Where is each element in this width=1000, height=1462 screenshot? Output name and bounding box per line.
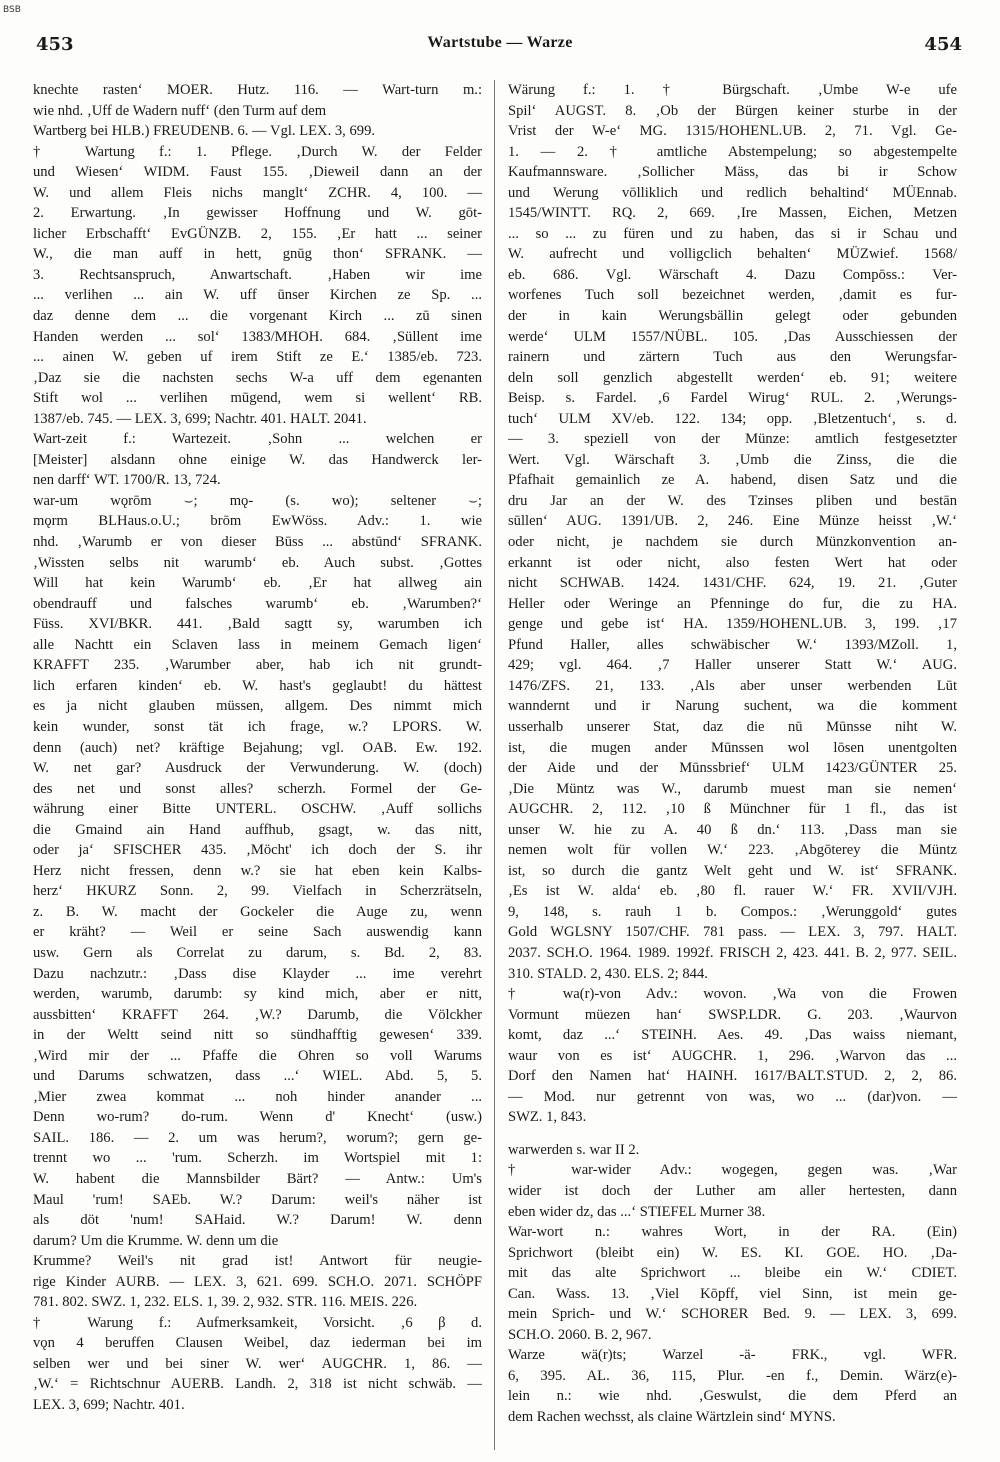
- text-line: 1545/WINTT. RQ. 2, 669. ‚Ire Massen, Eichen, Metzen: [508, 205, 957, 222]
- text-line: ‚Die Müntz was W., darumb muest man sie nemen‘: [508, 780, 957, 797]
- text-line: W. und allem Fleis nichs manglt‘ ZCHR. 4, 100. —: [33, 184, 482, 201]
- text-line: usserhalb unserer Stat, daz die nū Mūnsse niht W.: [508, 718, 957, 735]
- text-line: Spil‘ AUGST. 8. ‚Ob der Bürgen keiner sturbe in der: [508, 102, 957, 119]
- text-line: Can. Wass. 13. ‚Viel Kōpff, viel Sinn, ist mein ge-: [508, 1285, 957, 1302]
- text-line: † wa(r)-von Adv.: wovon. ‚Wa von die Frowen: [508, 986, 957, 1003]
- text-line: währung einer Bitte UNTERL. OSCHW. ‚Auff sollichs: [33, 801, 482, 818]
- text-line: und Werung vōlliklich und redlich behaltind‘ MÜEnnab.: [508, 184, 957, 201]
- text-line: † war-wider Adv.: wogegen, gegen was. ‚War: [508, 1162, 957, 1179]
- text-line: Pfund Haller, alles schwäbischer W.‘ 1393/MZoll. 1,: [508, 636, 957, 653]
- text-line: 6, 395. AL. 36, 115, Plur. -en f., Demin. Wärz(e)-: [508, 1367, 957, 1384]
- text-line: kein wunder, sonst tät ich frage, w.? LPORS. W.: [33, 718, 482, 735]
- text-line: sūllen‘ AUG. 1391/UB. 2, 246. Eine Münze heisst ‚W.‘: [508, 513, 957, 530]
- text-line: obendrauff und falsches warumb‘ eb. ‚Warumben?‘: [33, 595, 482, 612]
- text-line: unser W. hie zu A. 40 ß dn.‘ 113. ‚Dass man sie: [508, 821, 957, 838]
- text-line: Wärung f.: 1. † Bürgschaft. ‚Umbe W-e ufe: [508, 82, 957, 98]
- text-line: genge und gebe ist‘ HA. 1359/HOHENL.UB. 3, 199. ‚17: [508, 616, 957, 633]
- text-line: Krumme? Weil's nit grad ist! Antwort für neugie-: [33, 1253, 482, 1270]
- text-line: vǫn 4 beruffen Clausen Weibel, daz iederman bei im: [33, 1335, 482, 1352]
- page-header: [0, 30, 1000, 66]
- text-line: eben wider dz, das ...‘ STIEFEL Murner 38.: [508, 1203, 766, 1220]
- text-line: SCH.O. 2060. B. 2, 967.: [508, 1326, 652, 1343]
- text-line: War-wort n.: wahres Wort, in der RA. (Ein): [508, 1224, 957, 1241]
- text-line: erkannt ist oder nicht, also festen Wert hat oder: [508, 554, 957, 571]
- text-line: AUGCHR. 2, 112. ‚10 ß Münchner für 1 fl., das ist: [508, 801, 957, 818]
- text-line: Wartberg bei HLB.) FREUDENB. 6. — Vgl. LEX. 3, 699.: [33, 123, 376, 140]
- text-line: 1387/eb. 745. — LEX. 3, 699; Nachtr. 401. HALT. 2041.: [33, 410, 367, 427]
- text-line: Denn wo-rum? do-rum. Wenn d' Knecht‘ (usw.): [33, 1109, 482, 1126]
- text-line: oder ja‘ SFISCHER 435. ‚Möcht' ich doch der S. ihr: [33, 842, 482, 859]
- text-line: SWZ. 1, 843.: [508, 1109, 587, 1126]
- text-line: nhd. ‚Warumb er von dieser Būss ... abstūnd‘ SFRANK.: [33, 534, 482, 551]
- text-line: daz denne dem ... die vorgenant Kirch ... zū sinen: [33, 308, 482, 325]
- text-line: der in kain Werungsbällin gelegt oder gebunden: [508, 308, 957, 325]
- text-line: Will hat kein Warumb‘ eb. ‚Er hat allweg ain: [33, 575, 482, 592]
- text-line: selben wer und bei siner W. wer‘ AUGCHR. 1, 86. —: [33, 1355, 482, 1372]
- text-line: dru Jar an der W. des Tzinses pliben und bestān: [508, 492, 957, 509]
- text-line: nemen wolt für vollen W.‘ 223. ‚Abgōterey die Müntz: [508, 842, 957, 859]
- text-line: W., die man auff in hett, gnūg thon‘ SFRANK. —: [33, 246, 482, 263]
- text-line: rainern und zärtern Tuch aus den Werungsfar-: [508, 349, 957, 366]
- text-line: trennt wo ... 'rum. Scherzh. im Wortspiel mit 1:: [33, 1150, 482, 1167]
- text-line: Stift wol ... verlihen mūgend, wem si wellent‘ RB.: [33, 390, 482, 407]
- text-line: warwerden s. war II 2.: [508, 1141, 640, 1158]
- text-line: Herz nicht fressen, denn w.? sie hat eben kein Kalbs-: [33, 862, 482, 879]
- text-line: Warze wä(r)ts; Warzel -ä- FRK., vgl. WFR.: [508, 1347, 957, 1364]
- text-line: wie nhd. ‚Uff de Wadern nuff‘ (den Turm auf dem: [33, 102, 327, 119]
- running-title: Wartstube — Warze: [427, 34, 573, 51]
- text-line: Handen werden ... sol‘ 1383/MHOH. 684. ‚Süllent ime: [33, 328, 482, 345]
- text-line: lich erfaren kinden‘ eb. W. hast's geglaubt! du hättest: [33, 677, 482, 694]
- text-line: z. B. W. macht der Gockeler die Auge zu, wenn: [33, 903, 482, 920]
- text-line: eb. 686. Vgl. Wärschaft 4. Dazu Compōss.: Ver-: [508, 266, 957, 283]
- text-line: ‚Mier zwea kommat ... noh hinder anander ...: [33, 1088, 482, 1105]
- text-line: in der Weltt seind nitt so sündhafftig gewesen‘ 339.: [33, 1027, 482, 1044]
- text-line: 429; vgl. 464. ‚7 Haller unserer Statt W.‘ AUG.: [508, 657, 957, 674]
- text-line: mit das alte Sprichwort ... bleibe ein W.‘ CDIET.: [508, 1265, 957, 1282]
- text-line: 1. — 2. † amtliche Abstempelung; so abgestempelte: [508, 143, 957, 160]
- text-line: ‚Daz sie die nachsten sechs W-a uff dem egenanten: [33, 369, 482, 386]
- text-line: [508, 1128, 957, 1140]
- text-line: wanndernt und ir Narung suchent, wa die komment: [508, 698, 957, 715]
- text-line: 3. Rechtsanspruch, Anwartschaft. ‚Haben wir ime: [33, 266, 482, 283]
- text-line: als döt 'num! SAHaid. W.? Darum! W. denn: [33, 1212, 482, 1229]
- text-line: 310. STALD. 2, 430. ELS. 2; 844.: [508, 965, 708, 982]
- text-line: aussbitten‘ KRAFFT 264. ‚W.? Darumb, die Völckher: [33, 1006, 482, 1023]
- text-line: 9, 148, s. rauh 1 b. Compos.: ‚Werunggold‘ gutes: [508, 903, 957, 920]
- text-line: [Meister] alsdann ohne einige W. das Handwerck ler-: [33, 451, 482, 468]
- text-line: W. net gar? Ausdruck der Verwunderung. W. (doch): [33, 760, 482, 777]
- text-line: deln soll genzlich abgestellt werden‘ eb. 91; weitere: [508, 369, 957, 386]
- text-line: † Wartung f.: 1. Pflege. ‚Durch W. der Felder: [33, 143, 482, 160]
- text-line: ... verlihen ... ain W. uff ūnser Kirchen ze Sp. ...: [33, 287, 482, 304]
- text-line: LEX. 3, 699; Nachtr. 401.: [33, 1397, 185, 1413]
- text-line: werde‘ ULM 1557/NÜBL. 105. ‚Das Ausschiessen der: [508, 328, 957, 345]
- page-number-left: 453: [36, 34, 74, 55]
- text-line: und Darums schwatzen, dass ...‘ WIEL. Abd. 5, 5.: [33, 1068, 482, 1085]
- text-line: KRAFFT 235. ‚Warumber aber, hab ich nit grundt-: [33, 657, 482, 674]
- text-line: ‚Es ist W. alda‘ eb. ‚80 fl. rauer W.‘ FR. XVII/VJH.: [508, 883, 957, 900]
- text-line: Füss. XVI/BKR. 441. ‚Bald sagtt sy, warumben ich: [33, 616, 482, 633]
- text-line: Kaufmannsware. ‚Sollicher Mäss, das bi ir Schow: [508, 164, 957, 181]
- text-line: nicht SCHWAB. 1424. 1431/CHF. 624, 19. 21. ‚Guter: [508, 575, 957, 592]
- text-line: Gold WGLSNY 1507/CHF. 781 pass. — LEX. 3, 797. HALT.: [508, 924, 957, 941]
- text-line: 1476/ZFS. 21, 133. ‚Als aber unser werbenden Lūt: [508, 677, 957, 694]
- text-line: ... ainen W. geben uf irem Stift ze E.‘ 1385/eb. 723.: [33, 349, 482, 366]
- text-line: und Wiesen‘ WIDM. Faust 155. ‚Dieweil dann an der: [33, 164, 482, 181]
- text-line: Wert. Vgl. Wärschaft 3. ‚Umb die Zinss, die die: [508, 451, 957, 468]
- text-line: Pfafhait gemainlich ze A. habend, disen Satz und die: [508, 472, 957, 489]
- text-line: mein Sprich- und W.‘ SCHORER Bed. 9. — LEX. 3, 699.: [508, 1306, 957, 1323]
- text-line: es ja nicht glauben müssen, allgem. Des nimmt mich: [33, 698, 482, 715]
- text-line: lein n.: wie nhd. ‚Geswulst, die dem Pferd an: [508, 1388, 957, 1405]
- text-line: W. aufrecht und volligclich behalten‘ MÜZwief. 1568/: [508, 246, 957, 263]
- text-line: oder nicht, je nachdem sie durch Münzkonvention an-: [508, 534, 957, 551]
- page-number-right: 454: [924, 34, 962, 55]
- text-line: Vormunt müezen han‘ SWSP.LDR. G. 203. ‚Waurvon: [508, 1006, 957, 1023]
- text-line: licher Erbschafft‘ EvGÜNZB. 2, 155. ‚Er hatt ... seiner: [33, 225, 482, 242]
- text-line: war-um wǫrōm ⌣; mǫ- (s. wo); seltener ⌣;: [33, 492, 482, 509]
- column-divider: [494, 80, 495, 1450]
- text-line: waur von es ist‘ AUGCHR. 1, 296. ‚Warvon das ...: [508, 1047, 957, 1064]
- text-line: er kräht? — Weil er seine Sach auswendig kann: [33, 924, 482, 941]
- text-line: mǫrm BLHaus.o.U.; brōm EwWöss. Adv.: 1. wie: [33, 513, 482, 530]
- text-line: herz‘ HKURZ Sonn. 2, 99. Vielfach in Scherzrätseln,: [33, 883, 482, 900]
- text-line: ist, so durch die gantz Welt geht und W. ist‘ SFRANK.: [508, 862, 957, 879]
- text-line: darum? Um die Krumme. W. denn um die: [33, 1232, 279, 1249]
- left-column: [33, 80, 482, 1450]
- text-line: Dorf den Namen hat‘ HAINH. 1617/BALT.STUD. 2, 2, 86.: [508, 1068, 957, 1085]
- text-line: worfenes Tuch soll bezeichnet werden, ‚damit es fur-: [508, 287, 957, 304]
- text-line: rige Kinder AURB. — LEX. 3, 621. 699. SCH.O. 2071. SCHÖPF: [33, 1273, 482, 1290]
- text-line: wider ist doch der Luther am aller hertesten, dann: [508, 1182, 957, 1199]
- text-line: † Warung f.: Aufmerksamkeit, Vorsicht. ‚6 β d.: [33, 1314, 482, 1331]
- text-line: alle Nachtt ein Sclaven lass in meinem Gemach ligen‘: [33, 636, 482, 653]
- text-line: Maul 'rum! SAEb. W.? Darum: weil's näher ist: [33, 1191, 482, 1208]
- text-line: ist, die mugen ander Mūnssen wol lōsen unentgolten: [508, 739, 957, 756]
- text-line: ‚W.‘ = Richtschnur AUERB. Landh. 2, 318 ist nicht schwäb. —: [33, 1376, 482, 1393]
- text-line: ‚Wird mir der ... Pfaffe die Ohren so voll Warums: [33, 1047, 482, 1064]
- library-stamp: BSB: [3, 5, 21, 15]
- text-line: 2037. SCH.O. 1964. 1989. 1992f. FRISCH 2, 423. 441. B. 2, 977. SEIL.: [508, 944, 957, 961]
- text-line: usw. Gern als Correlat zu darum, s. Bd. 2, 83.: [33, 944, 482, 961]
- text-line: 781. 802. SWZ. 1, 232. ELS. 1, 39. 2, 932. STR. 116. MEIS. 226.: [33, 1294, 418, 1311]
- text-line: knechte rasten‘ MOER. Hutz. 116. — Wart-turn m.:: [33, 82, 482, 98]
- text-line: SAIL. 186. — 2. um was herum?, worum?; gern ge-: [33, 1129, 482, 1146]
- text-line: dem Rachen wechsst, als claine Wärtzlein sind‘ MYNS.: [508, 1409, 836, 1425]
- text-line: ‚Wissten selbs nit warumb‘ eb. Auch subst. ‚Gottes: [33, 554, 482, 571]
- text-line: der Aide und der Mūnssbrief‘ ULM 1423/GÜNTER 25.: [508, 760, 957, 777]
- text-line: Beisp. s. Fardel. ‚6 Fardel Wirug‘ RUL. 2. ‚Werungs-: [508, 390, 957, 407]
- text-line: Heller oder Weringe an Pfenninge do fur, die zu HA.: [508, 595, 957, 612]
- text-line: W. habent die Mannsbilder Bärt? — Antw.: Um's: [33, 1170, 482, 1187]
- text-line: — Mod. nur getrennt von was, wo ... (dar)von. —: [508, 1088, 957, 1105]
- text-line: des net und sonst alles? scherzh. Formel der Ge-: [33, 780, 482, 797]
- text-line: 2. Erwartung. ‚In gewisser Hoffnung und W. gōt-: [33, 205, 482, 222]
- text-line: tuch‘ ULM XV/eb. 122. 134; opp. ‚Bletzentuch‘, s. d.: [508, 410, 957, 427]
- text-line: Sprichwort (bleibt ein) W. ES. KI. GOE. HO. ‚Da-: [508, 1244, 957, 1261]
- text-line: die Gmaind ain Hand auffhub, gsagt, w. das nitt,: [33, 821, 482, 838]
- text-line: Wart-zeit f.: Wartezeit. ‚Sohn ... welchen er: [33, 431, 482, 448]
- right-column: [508, 80, 957, 1450]
- text-line: — 3. speziell von der Münze: amtlich festgesetzter: [508, 431, 957, 448]
- text-line: ... so ... zu füren und zu haben, das si ir Schau und: [508, 225, 957, 242]
- text-line: werden, warumb, darumb: sy kind mich, aber er nitt,: [33, 986, 482, 1003]
- text-line: nen darff‘ WT. 1700/R. 13, 724.: [33, 472, 221, 489]
- text-line: Vrist der W-e‘ MG. 1315/HOHENL.UB. 2, 71. Vgl. Ge-: [508, 123, 957, 140]
- text-line: denn (auch) net? kräftige Bejahung; vgl. OAB. Ew. 192.: [33, 739, 482, 756]
- text-line: komt, daz ...‘ STEINH. Aes. 49. ‚Das waiss niemant,: [508, 1027, 957, 1044]
- text-line: Dazu nachzutr.: ‚Dass dise Klayder ... ime verehrt: [33, 965, 482, 982]
